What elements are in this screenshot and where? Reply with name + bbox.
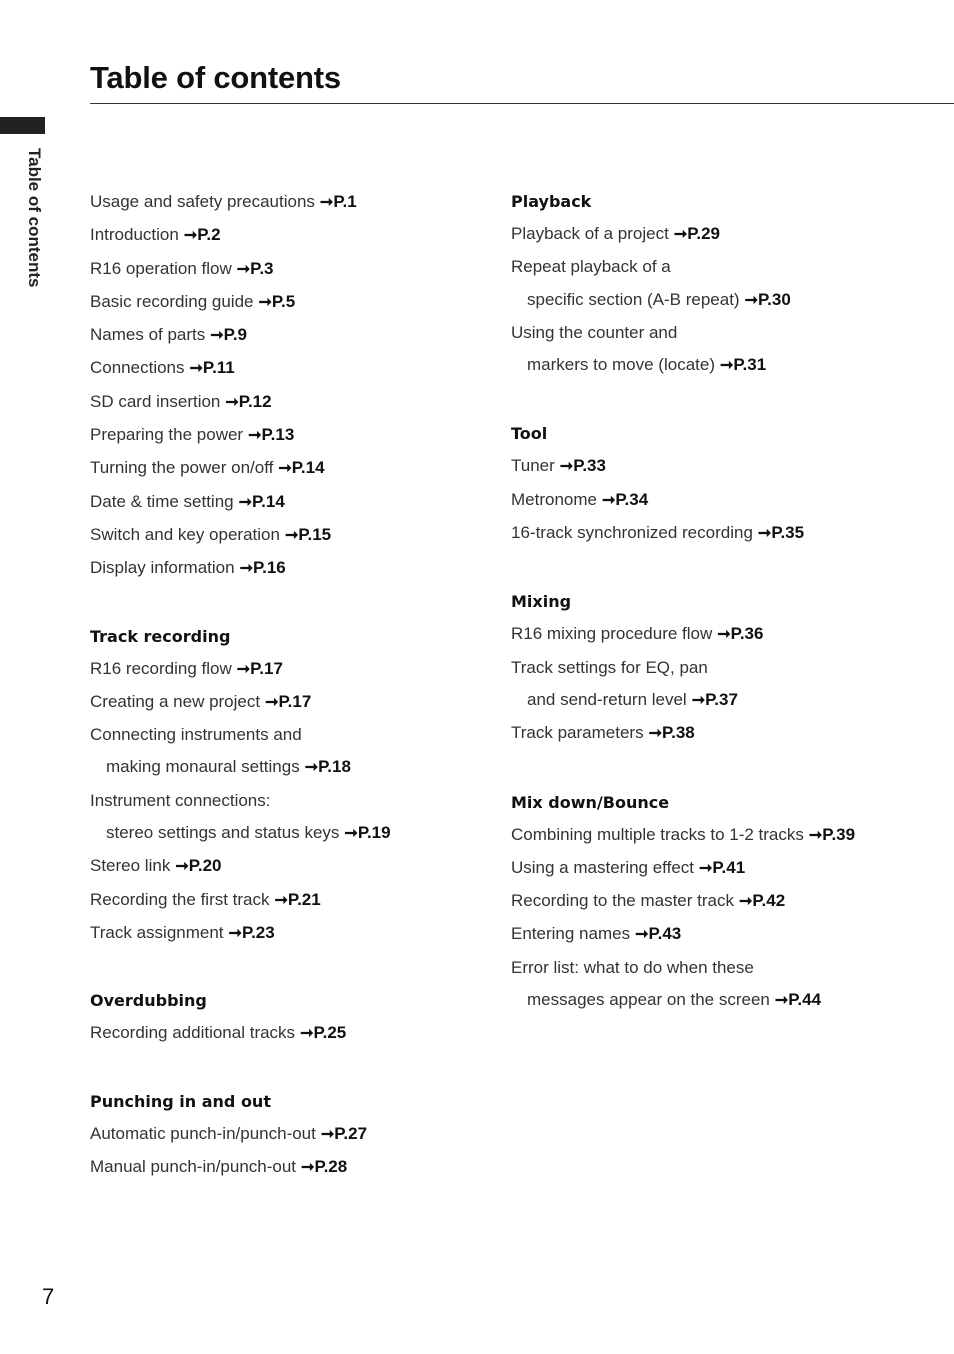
page-reference-link[interactable]: P.13 — [261, 425, 295, 445]
toc-entry[interactable] — [511, 618, 941, 651]
title-divider — [90, 103, 954, 104]
toc-entry[interactable] — [90, 486, 490, 519]
toc-entry[interactable] — [511, 218, 941, 251]
toc-entry-text: Recording additional tracks — [90, 1023, 296, 1043]
toc-entry-text: Turning the power on/off — [90, 458, 274, 478]
side-tab-marker — [0, 117, 45, 134]
toc-entry[interactable] — [90, 1118, 490, 1151]
toc-entry[interactable] — [90, 352, 490, 385]
toc-entry-text: markers to move (locate) — [527, 355, 715, 375]
page-reference-link[interactable]: P.14 — [252, 491, 285, 511]
toc-entry-text: Display information — [90, 558, 235, 578]
arrow-right-icon: ➞ — [175, 858, 189, 876]
toc-entry[interactable] — [90, 519, 490, 552]
arrow-right-icon: ➞ — [236, 260, 251, 278]
page-reference-link[interactable]: P.31 — [733, 355, 767, 375]
toc-section — [511, 586, 941, 750]
toc-entry-text: Introduction — [90, 225, 179, 245]
toc-entry[interactable] — [90, 884, 490, 917]
toc-entry-text: SD card insertion — [90, 391, 221, 411]
arrow-right-icon: ➞ — [183, 227, 198, 245]
toc-entry[interactable] — [90, 917, 490, 950]
toc-entry-text: Using the counter and — [511, 322, 678, 342]
toc-entry[interactable] — [90, 686, 490, 719]
section-heading: Track recording — [90, 626, 231, 646]
toc-entry[interactable] — [511, 652, 941, 684]
page-reference-link[interactable]: P.35 — [771, 523, 805, 543]
toc-entry-text: messages appear on the screen — [527, 990, 770, 1010]
arrow-right-icon: ➞ — [304, 759, 319, 777]
toc-entry[interactable] — [90, 1151, 490, 1184]
toc-entry-text: and send-return level — [527, 689, 687, 709]
toc-entry-text: Recording the first track — [90, 889, 270, 909]
page-reference-link[interactable]: P.12 — [238, 391, 272, 411]
page-reference-link[interactable]: P.18 — [318, 757, 351, 777]
toc-entry[interactable] — [90, 186, 490, 219]
toc-entry-text: Basic recording guide — [90, 291, 254, 311]
toc-entry-text: Track settings for EQ, pan — [511, 657, 708, 677]
arrow-right-icon: ➞ — [189, 360, 203, 378]
section-heading: Overdubbing — [90, 991, 207, 1011]
toc-entry[interactable] — [90, 552, 490, 585]
arrow-right-icon: ➞ — [284, 526, 299, 544]
toc-entry[interactable] — [90, 653, 490, 686]
page-reference-link[interactable]: P.20 — [188, 856, 222, 876]
toc-entry-text: 16-track synchronized recording — [511, 523, 753, 543]
page-reference-link[interactable]: P.2 — [197, 225, 221, 245]
page-title: Table of contents — [90, 60, 341, 95]
toc-entry[interactable] — [511, 284, 941, 317]
toc-entry-text: Manual punch-in/punch-out — [90, 1156, 297, 1176]
section-heading: Mix down/Bounce — [511, 792, 670, 812]
toc-entry-text: Names of parts — [90, 325, 206, 345]
page-reference-link[interactable]: P.29 — [687, 224, 720, 243]
toc-entry-text: Connecting instruments and — [90, 725, 302, 745]
toc-entry-text: Recording to the master track — [511, 891, 734, 911]
toc-entry-text: Metronome — [511, 489, 597, 509]
page-reference-link[interactable]: P.36 — [730, 624, 764, 644]
toc-entry[interactable] — [511, 684, 941, 717]
toc-entry[interactable] — [90, 751, 490, 784]
page-reference-link[interactable]: P.44 — [788, 990, 822, 1010]
page-reference-link[interactable]: P.17 — [250, 658, 283, 678]
arrow-right-icon: ➞ — [699, 859, 713, 877]
toc-entry-text: Automatic punch-in/punch-out — [90, 1123, 316, 1143]
arrow-right-icon: ➞ — [691, 691, 706, 709]
toc-entry[interactable] — [511, 450, 941, 483]
page-reference-link[interactable]: P.39 — [822, 824, 856, 844]
arrow-right-icon: ➞ — [559, 458, 574, 476]
arrow-right-icon: ➞ — [673, 226, 688, 243]
page-reference-link[interactable]: P.41 — [712, 857, 746, 877]
arrow-right-icon: ➞ — [320, 1125, 335, 1143]
page-reference-link[interactable]: P.28 — [314, 1156, 348, 1176]
arrow-right-icon: ➞ — [720, 357, 734, 375]
side-tab-label: Table of contents — [25, 148, 44, 288]
toc-entry[interactable] — [90, 286, 490, 319]
toc-entry[interactable] — [90, 850, 490, 883]
toc-entry-text: Using a mastering effect — [511, 857, 694, 877]
arrow-right-icon: ➞ — [265, 693, 279, 711]
arrow-right-icon: ➞ — [228, 924, 242, 942]
toc-entry[interactable] — [511, 852, 941, 885]
page-reference-link[interactable]: P.1 — [333, 192, 357, 211]
toc-entry-text: Connections — [90, 358, 185, 378]
toc-entry-text: Creating a new project — [90, 691, 261, 711]
toc-section — [90, 985, 490, 1050]
toc-entry-text: Preparing the power — [90, 425, 244, 445]
toc-entry[interactable] — [511, 517, 941, 550]
toc-section — [511, 186, 941, 382]
arrow-right-icon: ➞ — [239, 560, 253, 578]
toc-entry[interactable] — [90, 785, 490, 817]
page-reference-link[interactable]: P.3 — [250, 258, 274, 278]
arrow-right-icon: ➞ — [248, 427, 262, 445]
toc-entry[interactable] — [90, 1017, 490, 1050]
section-heading: Mixing — [511, 592, 572, 612]
arrow-right-icon: ➞ — [744, 291, 758, 309]
section-heading: Punching in and out — [90, 1091, 271, 1111]
toc-entry[interactable] — [90, 419, 490, 452]
page-reference-link[interactable]: P.42 — [752, 891, 786, 911]
arrow-right-icon: ➞ — [238, 493, 253, 511]
page-reference-link[interactable]: P.5 — [271, 291, 296, 311]
toc-entry-text: Error list: what to do when these — [511, 957, 754, 977]
page-reference-link[interactable]: P.11 — [202, 358, 235, 378]
toc-entry-text: R16 recording flow — [90, 658, 232, 678]
toc-entry-text: Date & time setting — [90, 491, 234, 511]
page-reference-link[interactable]: P.17 — [278, 691, 312, 711]
page-reference-link[interactable]: P.14 — [291, 458, 325, 478]
arrow-right-icon: ➞ — [301, 1158, 315, 1176]
toc-entry[interactable] — [511, 484, 941, 517]
toc-entry-text: Track assignment — [90, 922, 224, 942]
toc-entry-text: Combining multiple tracks to 1-2 tracks — [511, 824, 804, 844]
toc-entry-text: R16 mixing procedure flow — [511, 624, 713, 644]
toc-entry[interactable] — [90, 719, 490, 751]
toc-entry-text: Stereo link — [90, 856, 171, 876]
toc-section — [90, 621, 490, 951]
arrow-right-icon: ➞ — [236, 660, 251, 678]
page-reference-link[interactable]: P.21 — [287, 889, 321, 909]
arrow-right-icon: ➞ — [738, 893, 753, 911]
toc-entry[interactable] — [511, 317, 941, 349]
toc-entry-text: Tuner — [511, 456, 555, 476]
toc-entry[interactable] — [90, 386, 490, 419]
toc-entry[interactable] — [90, 817, 490, 850]
arrow-right-icon: ➞ — [808, 826, 823, 844]
toc-section — [511, 418, 941, 550]
page-reference-link[interactable]: P.25 — [313, 1023, 347, 1043]
toc-entry-text: specific section (A-B repeat) — [527, 289, 740, 309]
page-reference-link[interactable]: P.23 — [241, 922, 275, 942]
toc-section — [90, 1086, 490, 1185]
toc-entry[interactable] — [511, 251, 941, 283]
toc-entry[interactable] — [90, 319, 490, 352]
toc-entry-text: making monaural settings — [106, 757, 300, 777]
arrow-right-icon: ➞ — [274, 891, 288, 909]
toc-entry-text: Repeat playback of a — [511, 257, 671, 277]
page-reference-link[interactable]: P.30 — [758, 289, 791, 309]
page-reference-link[interactable]: P.15 — [298, 524, 332, 544]
toc-entry[interactable] — [511, 885, 941, 918]
toc-entry-text: Playback of a project — [511, 224, 669, 243]
section-heading: Playback — [511, 192, 592, 211]
page-reference-link[interactable]: P.19 — [357, 823, 391, 843]
toc-entry-text: stereo settings and status keys — [106, 823, 340, 843]
toc-column-right — [511, 186, 941, 1053]
toc-entry[interactable] — [90, 219, 490, 252]
page-reference-link[interactable]: P.27 — [334, 1123, 368, 1143]
toc-entry[interactable] — [511, 349, 941, 382]
arrow-right-icon: ➞ — [717, 626, 731, 644]
page-reference-link[interactable]: P.33 — [573, 456, 606, 476]
toc-entry-text: Switch and key operation — [90, 524, 280, 544]
toc-entry[interactable] — [511, 918, 941, 951]
page-reference-link[interactable]: P.37 — [705, 689, 738, 709]
toc-entry[interactable] — [511, 952, 941, 984]
toc-entry[interactable] — [511, 984, 941, 1017]
arrow-right-icon: ➞ — [344, 825, 358, 843]
toc-entry-text: R16 operation flow — [90, 258, 232, 278]
toc-entry[interactable] — [90, 452, 490, 485]
toc-section — [90, 186, 490, 586]
toc-entry[interactable] — [90, 253, 490, 286]
toc-entry-text: Entering names — [511, 924, 631, 944]
toc-section — [511, 787, 941, 1018]
section-heading: Tool — [511, 424, 548, 444]
arrow-right-icon: ➞ — [278, 460, 292, 478]
arrow-right-icon: ➞ — [757, 525, 772, 543]
arrow-right-icon: ➞ — [635, 926, 649, 944]
page-reference-link[interactable]: P.34 — [615, 489, 649, 509]
toc-entry-text: Track parameters — [511, 723, 644, 743]
arrow-right-icon: ➞ — [210, 327, 224, 345]
arrow-right-icon: ➞ — [225, 393, 239, 411]
arrow-right-icon: ➞ — [319, 194, 334, 211]
page-reference-link[interactable]: P.38 — [661, 723, 695, 743]
arrow-right-icon: ➞ — [258, 293, 272, 311]
arrow-right-icon: ➞ — [648, 725, 662, 743]
toc-entry[interactable] — [511, 717, 941, 750]
arrow-right-icon: ➞ — [774, 992, 789, 1010]
page-reference-link[interactable]: P.9 — [223, 325, 247, 345]
arrow-right-icon: ➞ — [601, 491, 616, 509]
toc-entry-text: Usage and safety precautions — [90, 192, 315, 211]
page-number: 7 — [42, 1284, 55, 1309]
toc-entry-text: Instrument connections: — [90, 790, 271, 810]
toc-entry[interactable] — [511, 819, 941, 852]
toc-column-left — [90, 186, 490, 1219]
arrow-right-icon: ➞ — [300, 1025, 314, 1043]
page-reference-link[interactable]: P.43 — [648, 924, 682, 944]
page-reference-link[interactable]: P.16 — [252, 558, 286, 578]
